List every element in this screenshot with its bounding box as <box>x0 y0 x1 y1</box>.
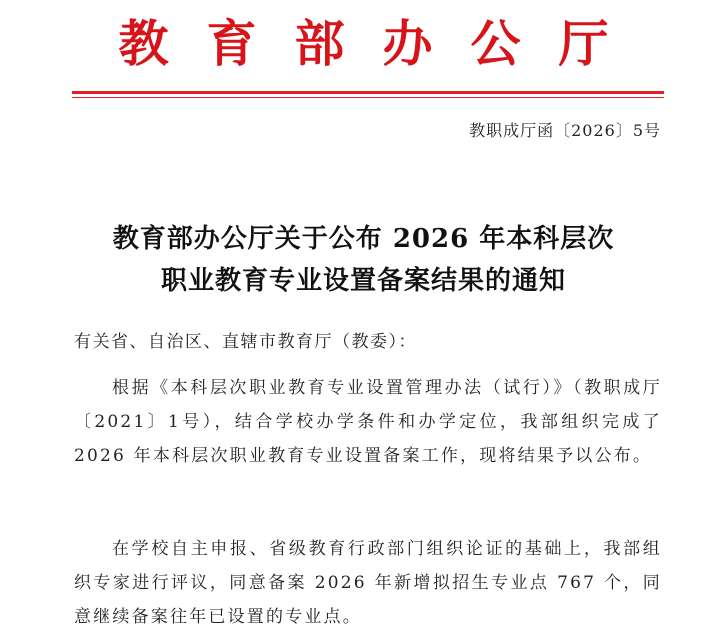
letterhead-title: 教育部办公厅 <box>118 14 647 73</box>
letterhead-rule-thin <box>72 97 664 98</box>
letterhead-rule-thick <box>72 91 664 94</box>
document-number: 教职成厅函〔2026〕5号 <box>469 121 661 140</box>
notice-title-line-1: 教育部办公厅关于公布 2026 年本科层次 <box>112 224 615 254</box>
notice-title-line-2: 职业教育专业设置备案结果的通知 <box>160 266 566 296</box>
body-paragraph-2: 在学校自主申报、省级教育行政部门组织论证的基础上，我部组织专家进行评议，同意备案 2026 年新增拟招生专业点 767 个，同意继续备案往年已设置的专业点。 <box>74 539 662 627</box>
body-paragraph-1: 根据《本科层次职业教育专业设置管理办法（试行）》（教职成厅〔2021〕1号），结合学校办学条件和办学定位，我部组织完成了 2026 年本科层次职业教育专业设置备案工作，现将结果予以公布。 <box>74 378 662 466</box>
salutation: 有关省、自治区、直辖市教育厅（教委）： <box>74 332 417 352</box>
